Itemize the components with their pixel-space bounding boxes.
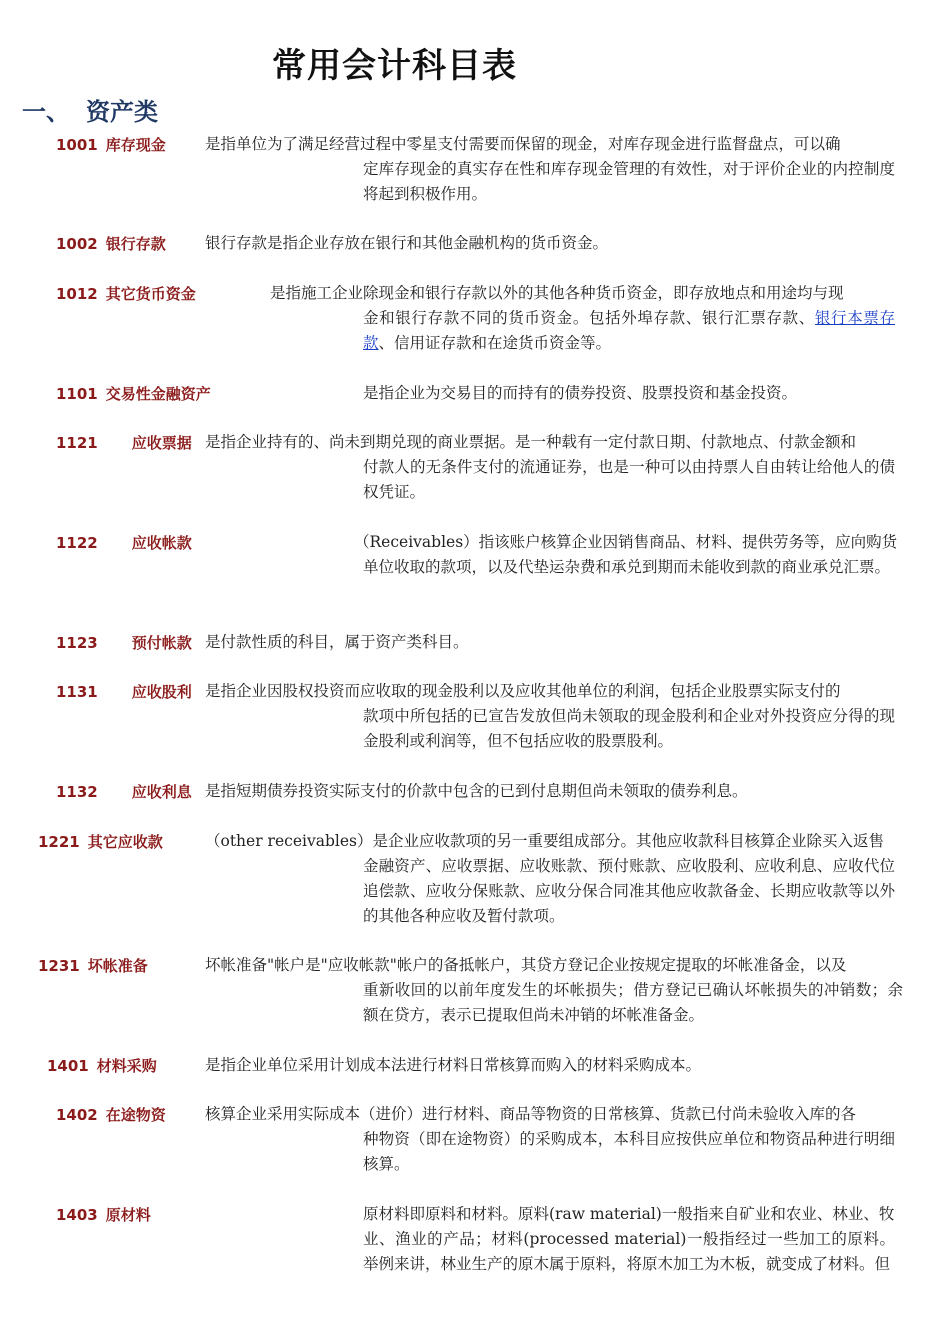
account-description xyxy=(205,953,903,1028)
description-first-line: 是指单位为了满足经营过程中零星支付需要而保留的现金，对库存现金进行监督盘点，可以确 xyxy=(205,135,841,153)
account-description xyxy=(205,132,895,207)
account-description xyxy=(205,430,895,505)
account-name: 应收股利 xyxy=(131,683,192,701)
account-code: 1121 xyxy=(56,434,98,452)
description-first-line: 是指短期债券投资实际支付的价款中包含的已到付息期但尚未领取的债券利息。 xyxy=(205,782,748,800)
description-text: 、信用证存款和在途货币资金等。 xyxy=(378,334,612,352)
account-code: 1131 xyxy=(56,683,98,701)
account-description xyxy=(363,381,797,406)
description-rest xyxy=(363,306,895,356)
account-description xyxy=(205,1102,895,1177)
account-name: 交易性金融资产 xyxy=(105,385,211,403)
account-label xyxy=(47,1053,157,1079)
account-label xyxy=(38,953,148,979)
description-first-line: 是指施工企业除现金和银行存款以外的其他各种货币资金，即存放地点和用途均与现 xyxy=(270,284,844,302)
description-first-line: 核算企业采用实际成本（进价）进行材料、商品等物资的日常核算、货款已付尚未验收入库的各 xyxy=(205,1105,857,1123)
description-first-line: 是指企业单位采用计划成本法进行材料日常核算而购入的材料采购成本。 xyxy=(205,1056,702,1074)
description-first-line: 是指企业因股权投资而应收取的现金股利以及应收其他单位的利润，包括企业股票实际支付的 xyxy=(205,682,841,700)
account-description xyxy=(205,1053,701,1078)
description-rest: 种物资（即在途物资）的采购成本，本科目应按供应单位和物资品种进行明细核算。 xyxy=(363,1130,895,1173)
bank-draft-link[interactable]: 银行本票存款 xyxy=(363,309,895,352)
account-code: 1123 xyxy=(56,634,98,652)
account-name: 应收帐款 xyxy=(131,534,192,552)
account-code: 1221 xyxy=(38,833,80,851)
account-description xyxy=(205,231,608,256)
account-label xyxy=(56,779,192,805)
account-label xyxy=(56,430,192,456)
account-description xyxy=(205,829,895,929)
section-label: 资产类 xyxy=(86,98,158,126)
description-rest: 业、渔业的产品；材料(processed material)一般指经过一些加工的原料。举例来讲，林业生产的原木属于原料，将原木加工为木板，就变成了材料。但 xyxy=(363,1230,895,1273)
description-rest: 重新收回的以前年度发生的坏帐损失；借方登记已确认坏帐损失的冲销数；余额在贷方，表示已提取但尚未冲销的坏帐准备金。 xyxy=(363,981,903,1024)
account-code: 1122 xyxy=(56,534,98,552)
account-name: 应收票据 xyxy=(131,434,192,452)
account-label xyxy=(56,630,192,656)
account-label xyxy=(56,1202,151,1228)
account-name: 其它货币资金 xyxy=(105,285,196,303)
account-name: 应收利息 xyxy=(131,783,192,801)
description-first-line: 是指企业为交易目的而持有的债券投资、股票投资和基金投资。 xyxy=(363,384,798,402)
description-rest: 单位收取的款项，以及代垫运杂费和承兑到期而未能收到款的商业承兑汇票。 xyxy=(363,558,891,576)
description-rest: 金融资产、应收票据、应收账款、预付账款、应收股利、应收利息、应收代位追偿款、应收分保账款、应收分保合同准其他应收款备金、长期应收款等以外的其他各种应收及暂付款项。 xyxy=(363,857,895,925)
description-first-line: 是指企业持有的、尚未到期兑现的商业票据。是一种载有一定付款日期、付款地点、付款金额和 xyxy=(205,433,857,451)
description-first-line: （Receivables）指该账户核算企业因销售商品、材料、提供劳务等，应向购货 xyxy=(354,533,898,551)
account-label xyxy=(56,679,192,705)
account-code: 1001 xyxy=(56,136,98,154)
account-name: 材料采购 xyxy=(96,1057,157,1075)
description-first-line: 银行存款是指企业存放在银行和其他金融机构的货币资金。 xyxy=(205,234,609,252)
description-rest: 付款人的无条件支付的流通证券，也是一种可以由持票人自由转让给他人的债权凭证。 xyxy=(363,458,895,501)
description-text: 金和银行存款不同的货币资金。包括外埠存款、银行汇票存款、 xyxy=(363,309,815,327)
section-heading xyxy=(22,92,158,127)
account-name: 其它应收款 xyxy=(87,833,163,851)
account-description xyxy=(363,1202,895,1277)
account-name: 坏帐准备 xyxy=(87,957,148,975)
section-number: 一、 xyxy=(22,98,70,126)
account-code: 1132 xyxy=(56,783,98,801)
account-description xyxy=(205,679,895,754)
description-first-line: 是付款性质的科目，属于资产类科目。 xyxy=(205,633,469,651)
account-code: 1002 xyxy=(56,235,98,253)
account-name: 库存现金 xyxy=(105,136,166,154)
account-code: 1231 xyxy=(38,957,80,975)
account-label xyxy=(56,132,166,158)
account-description xyxy=(205,630,469,655)
account-description xyxy=(354,530,897,580)
account-label xyxy=(56,530,192,556)
description-first-line: （other receivables）是企业应收款项的另一重要组成部分。其他应收款科目核算企业除买入返售 xyxy=(205,832,884,850)
account-code: 1101 xyxy=(56,385,98,403)
account-label xyxy=(56,381,211,407)
account-name: 在途物资 xyxy=(105,1106,166,1124)
description-rest: 定库存现金的真实存在性和库存现金管理的有效性，对于评价企业的内控制度将起到积极作用。 xyxy=(363,160,895,203)
account-code: 1403 xyxy=(56,1206,98,1224)
account-label xyxy=(56,281,196,307)
account-label xyxy=(56,1102,166,1128)
description-first-line: 坏帐准备"帐户是"应收帐款"帐户的备抵帐户，其贷方登记企业按规定提取的坏帐准备金，以及 xyxy=(205,956,847,974)
account-label xyxy=(56,231,166,257)
account-code: 1012 xyxy=(56,285,98,303)
description-rest: 款项中所包括的已宣告发放但尚未领取的现金股利和企业对外投资应分得的现金股利或利润等，但不包括应收的股票股利。 xyxy=(363,707,895,750)
account-name: 原材料 xyxy=(105,1206,151,1224)
account-label xyxy=(38,829,163,855)
account-code: 1401 xyxy=(47,1057,89,1075)
account-name: 银行存款 xyxy=(105,235,166,253)
page-title: 常用会计科目表 xyxy=(272,46,517,86)
account-name: 预付帐款 xyxy=(131,634,192,652)
account-description xyxy=(270,281,895,356)
account-code: 1402 xyxy=(56,1106,98,1124)
description-first-line: 原材料即原料和材料。原料(raw material)一般指来自矿业和农业、林业、牧 xyxy=(363,1205,895,1223)
account-description xyxy=(205,779,748,804)
